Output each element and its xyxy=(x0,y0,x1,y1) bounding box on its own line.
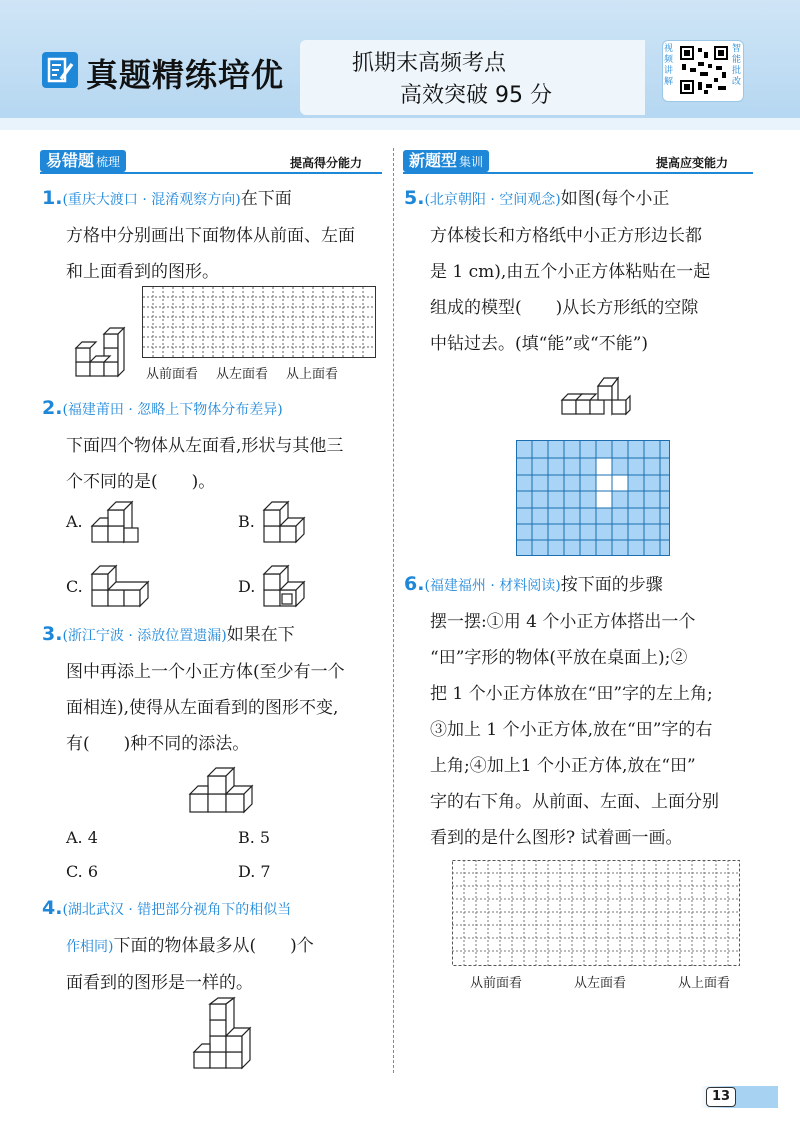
q6-captions xyxy=(470,972,730,991)
q1-captions xyxy=(146,363,356,382)
q3-option-d[interactable]: D. 7 xyxy=(238,862,271,881)
question-1 xyxy=(42,180,387,290)
question-3-number: 3. xyxy=(42,623,63,645)
question-2-line: 下面四个物体从左面看,形状与其他三 xyxy=(66,436,344,456)
question-3-source: (浙江宁波 · 添放位置遗漏) xyxy=(62,628,227,644)
q6-drawing-grid xyxy=(452,860,740,966)
question-5-line: 是 1 cm),由五个小正方体粘贴在一起 xyxy=(430,262,711,282)
question-6-line: 字的右下角。从前面、左面、上面分别 xyxy=(430,792,719,812)
column-divider xyxy=(393,148,394,1073)
left-section-tag xyxy=(40,150,126,172)
q3-option-a[interactable]: A. 4 xyxy=(66,828,98,847)
question-5-source: (北京朝阳 · 空间观念) xyxy=(424,192,561,208)
question-6 xyxy=(404,566,759,856)
question-6-line: 摆一摆:①用 4 个小正方体搭出一个 xyxy=(430,612,696,632)
question-5-line: 组成的模型( )从长方形纸的空隙 xyxy=(430,298,699,318)
right-section-tag-text: 新题型 xyxy=(409,151,458,170)
question-6-source: (福建福州 · 材料阅读) xyxy=(424,578,561,594)
question-5-line: 如图(每个小正 xyxy=(560,189,670,209)
q1-caption-left: 从左面看 xyxy=(216,367,269,382)
q2-option-b-figure[interactable] xyxy=(260,494,318,550)
question-6-line: 把 1 个小正方体放在“田”字的左上角; xyxy=(430,684,713,704)
question-6-line: “田”字形的物体(平放在桌面上);② xyxy=(430,648,688,668)
q5-paper-grid xyxy=(516,440,670,556)
question-3-line: 面相连),使得从左面看到的图形不变, xyxy=(66,698,339,718)
q3-option-b[interactable]: B. 5 xyxy=(238,828,271,847)
question-2-source: (福建莆田 · 忽略上下物体分布差异) xyxy=(62,402,283,418)
right-section-tag xyxy=(403,150,489,172)
question-6-number: 6. xyxy=(404,573,425,595)
question-1-source: (重庆大渡口 · 混淆观察方向) xyxy=(62,192,241,208)
question-3 xyxy=(42,616,387,762)
question-1-line: 方格中分别画出下面物体从前面、左面 xyxy=(66,226,355,246)
q6-caption-top: 从上面看 xyxy=(677,976,730,991)
q2-option-d-label[interactable]: D. xyxy=(238,577,256,596)
left-section-rule xyxy=(40,172,382,174)
q4-cube-model xyxy=(190,996,270,1078)
question-5-line: 方体棱长和方格纸中小正方形边长都 xyxy=(430,226,702,246)
slogan-line2: 高效突破 95 分 xyxy=(400,83,552,108)
q2-option-c-figure[interactable] xyxy=(88,558,150,614)
question-6-line: 上角;④加上1 个小正方体,放在“田” xyxy=(430,756,696,776)
q2-option-a-figure[interactable] xyxy=(88,494,146,550)
page-number: 13 xyxy=(706,1087,736,1107)
q1-drawing-grid xyxy=(142,286,376,358)
q2-option-b-label[interactable]: B. xyxy=(238,512,255,531)
q6-caption-front: 从前面看 xyxy=(470,976,523,991)
qr-right-label: 智能批改 xyxy=(732,44,742,87)
qr-code-icon[interactable] xyxy=(678,44,730,96)
q2-option-c-label[interactable]: C. xyxy=(66,577,83,596)
question-5-line: 中钻过去。(填“能”或“不能”) xyxy=(430,334,649,354)
q2-option-a-label[interactable]: A. xyxy=(66,512,83,531)
question-1-line: 和上面看到的图形。 xyxy=(66,262,219,282)
left-section-tag-text: 易错题 xyxy=(46,151,95,170)
question-2-line: 个不同的是( )。 xyxy=(66,472,216,492)
q6-caption-left: 从左面看 xyxy=(573,976,626,991)
page-title: 真题精练培优 xyxy=(86,56,285,94)
question-3-line: 图中再添上一个小正方体(至少有一个 xyxy=(66,662,345,682)
qr-left-label: 视频讲解 xyxy=(664,44,674,87)
left-section-right-label: 提高得分能力 xyxy=(290,156,363,170)
header-stripe xyxy=(0,118,800,130)
question-2 xyxy=(42,390,387,500)
question-4 xyxy=(42,890,387,1001)
q1-cube-model xyxy=(70,326,130,382)
right-section-tag-sub: 集训 xyxy=(459,155,484,169)
question-6-line: 按下面的步骤 xyxy=(560,575,663,595)
question-5 xyxy=(404,180,759,362)
left-section-tag-sub: 梳理 xyxy=(96,155,121,169)
question-2-number: 2. xyxy=(42,397,63,419)
question-3-line: 有( )种不同的添法。 xyxy=(66,734,250,754)
question-4-source: (湖北武汉 · 错把部分视角下的相似当 xyxy=(62,902,292,918)
pencil-note-icon xyxy=(42,52,78,88)
question-4-source-cont: 作相同) xyxy=(66,939,114,955)
question-3-line: 如果在下 xyxy=(226,625,295,645)
question-1-line: 在下面 xyxy=(240,189,292,209)
q3-cube-model xyxy=(186,760,266,820)
q2-option-d-figure[interactable] xyxy=(260,558,322,614)
question-6-line: 看到的是什么图形? 试着画一画。 xyxy=(430,828,683,848)
question-4-line: 面看到的图形是一样的。 xyxy=(66,973,253,993)
question-6-line: ③加上 1 个小正方体,放在“田”字的右 xyxy=(430,720,713,740)
slogan-line1: 抓期末高频考点 xyxy=(352,51,507,76)
question-4-line: 下面的物体最多从( )个 xyxy=(113,936,314,956)
q1-caption-front: 从前面看 xyxy=(146,367,199,382)
right-section-right-label: 提高应变能力 xyxy=(656,156,729,170)
right-section-rule xyxy=(403,172,753,174)
question-1-number: 1. xyxy=(42,187,63,209)
q5-cube-model xyxy=(558,370,634,422)
question-4-number: 4. xyxy=(42,897,63,919)
question-5-number: 5. xyxy=(404,187,425,209)
q1-caption-top: 从上面看 xyxy=(286,367,339,382)
q3-option-c[interactable]: C. 6 xyxy=(66,862,99,881)
